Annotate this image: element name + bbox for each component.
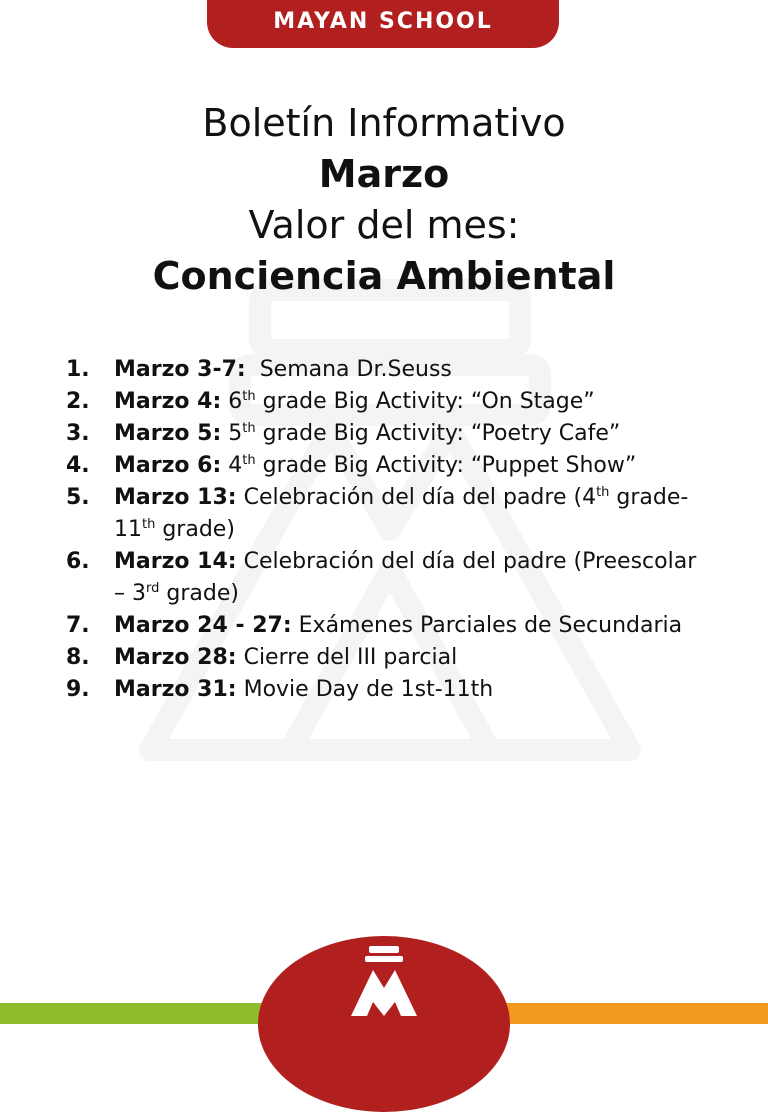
list-item [66, 610, 706, 642]
item-text: 4th grade Big Activity: “Puppet Show” [221, 453, 637, 478]
item-body [114, 482, 706, 546]
list-item [66, 450, 706, 482]
item-body [114, 642, 706, 674]
item-number: 3. [66, 421, 90, 446]
item-text: 6th grade Big Activity: “On Stage” [221, 389, 595, 414]
item-text: Cierre del III parcial [236, 645, 458, 670]
item-number: 2. [66, 389, 90, 414]
ordinal-suffix: th [242, 453, 256, 468]
list-item [66, 674, 706, 706]
header-brand-tab [207, 0, 559, 48]
item-date: Marzo 14: [114, 549, 237, 574]
value-of-month: Conciencia Ambiental [152, 254, 616, 298]
item-text: Movie Day de 1st-11th [236, 677, 494, 702]
newsletter-title-block [0, 98, 768, 302]
item-body [114, 354, 706, 386]
events-list [66, 354, 706, 706]
list-item [66, 482, 706, 546]
item-number: 6. [66, 549, 90, 574]
item-body [114, 450, 706, 482]
item-number: 8. [66, 645, 90, 670]
mayan-school-logo-icon [347, 944, 421, 1018]
item-date: Marzo 24 - 27: [114, 613, 292, 638]
item-date: Marzo 6: [114, 453, 222, 478]
item-date: Marzo 28: [114, 645, 237, 670]
ordinal-suffix: th [142, 517, 156, 532]
value-of-month-label: Valor del mes: [248, 203, 520, 247]
item-number: 9. [66, 677, 90, 702]
item-number: 5. [66, 485, 90, 510]
item-body [114, 418, 706, 450]
ordinal-suffix: th [242, 421, 256, 436]
item-text: Celebración del día del padre (4th grade-11th grade) [114, 485, 689, 542]
list-item [66, 386, 706, 418]
item-date: Marzo 3-7: [114, 357, 246, 382]
ordinal-suffix: th [242, 389, 256, 404]
item-body [114, 674, 706, 706]
item-date: Marzo 31: [114, 677, 237, 702]
ordinal-suffix: th [596, 485, 610, 500]
item-text: Celebración del día del padre (Preescolar – 3rd grade) [114, 549, 704, 606]
month-title: Marzo [318, 152, 450, 196]
item-number: 1. [66, 357, 90, 382]
item-body [114, 386, 706, 418]
footer-orange-bar [506, 1003, 768, 1024]
item-text: Exámenes Parciales de Secundaria [291, 613, 683, 638]
list-item [66, 418, 706, 450]
item-body [114, 546, 706, 610]
item-date: Marzo 13: [114, 485, 237, 510]
newsletter-title: Boletín Informativo [202, 101, 566, 145]
item-text: Semana Dr.Seuss [245, 357, 452, 382]
ordinal-suffix: rd [146, 581, 160, 596]
footer-green-bar [0, 1003, 262, 1024]
list-item [66, 354, 706, 386]
item-number: 4. [66, 453, 90, 478]
item-date: Marzo 5: [114, 421, 222, 446]
school-name: MAYAN SCHOOL [273, 8, 493, 34]
list-item [66, 546, 706, 610]
item-body [114, 610, 706, 642]
item-number: 7. [66, 613, 90, 638]
item-text: 5th grade Big Activity: “Poetry Cafe” [221, 421, 621, 446]
list-item [66, 642, 706, 674]
item-date: Marzo 4: [114, 389, 222, 414]
